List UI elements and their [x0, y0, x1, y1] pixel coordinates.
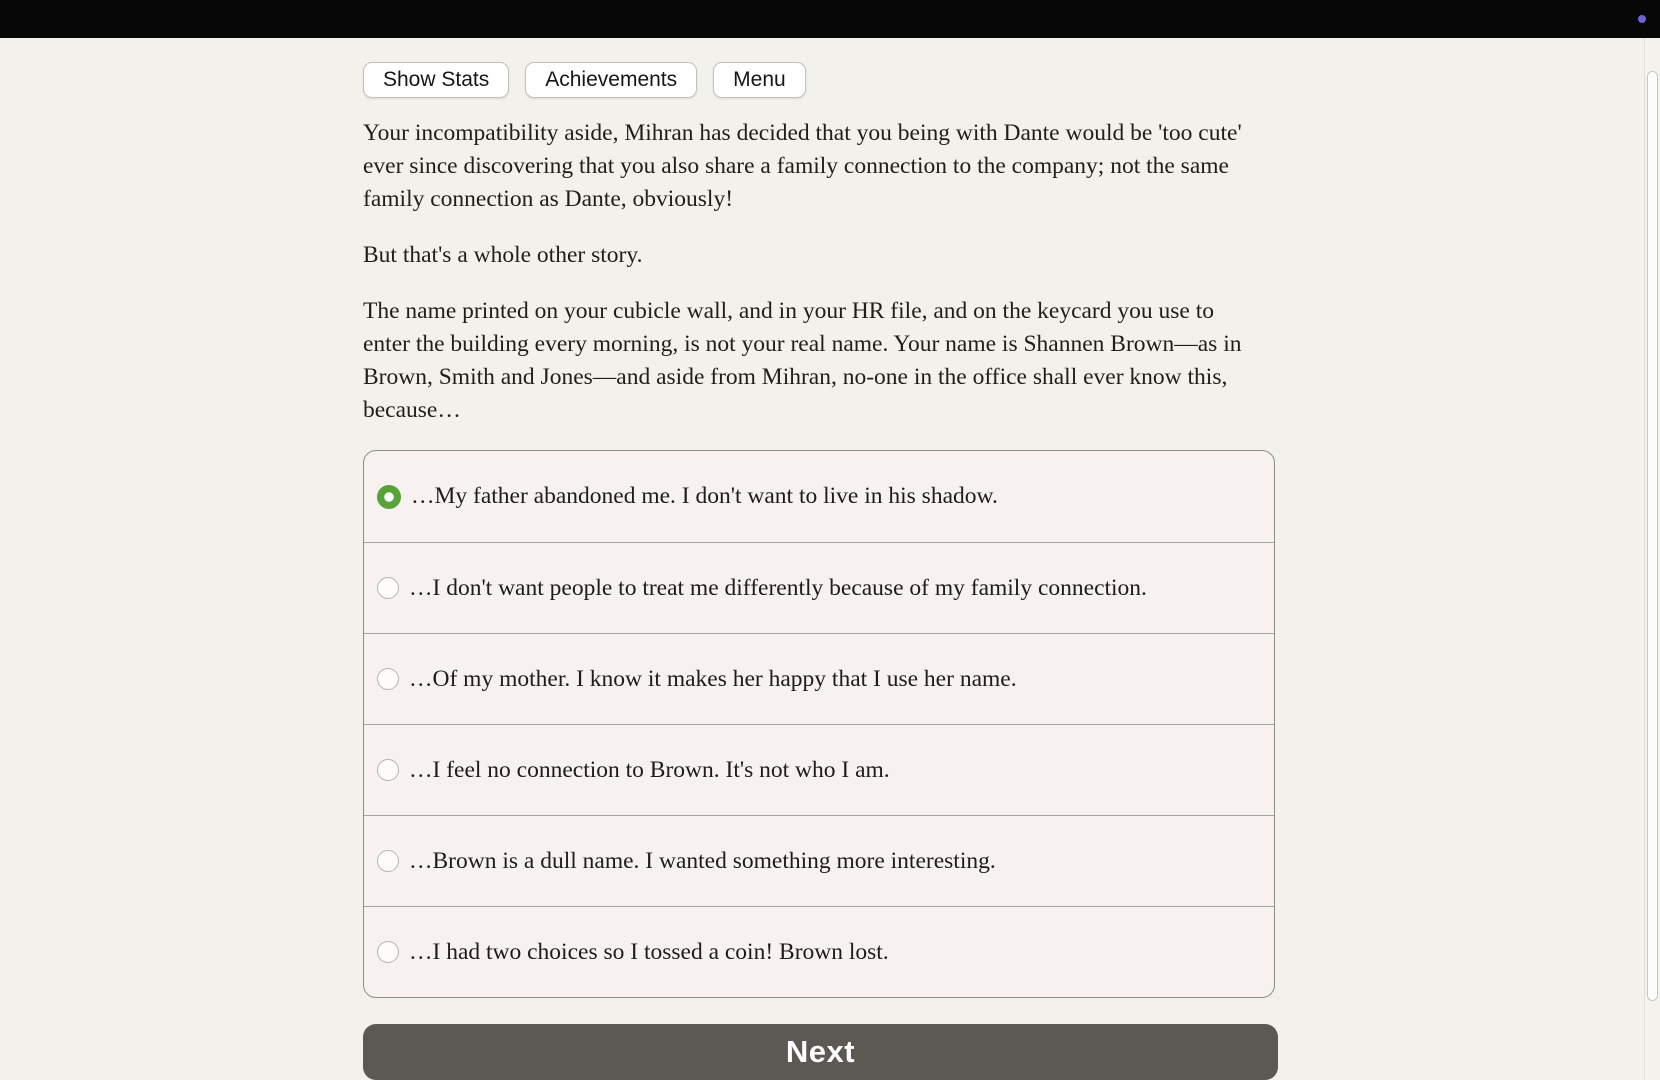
story-page	[363, 38, 1278, 1080]
menu-button[interactable]: Menu	[713, 62, 806, 98]
radio-button[interactable]	[377, 941, 399, 963]
story-text	[363, 117, 1245, 427]
choice-label: …I don't want people to treat me differently because of my family connection.	[409, 574, 1147, 601]
choice-option[interactable]	[364, 906, 1274, 997]
radio-button[interactable]	[377, 485, 401, 509]
radio-button[interactable]	[377, 668, 399, 690]
radio-button[interactable]	[377, 759, 399, 781]
story-paragraph: The name printed on your cubicle wall, and in your HR file, and on the keycard you use to enter the building every morning, is not your real name. Your name is Shannen Brown—as in Brown, Smith and Jones—and aside from Mihran, no-one in the office shall ever know this, because…	[363, 298, 1242, 423]
game-toolbar	[363, 62, 1278, 98]
status-dot-icon	[1638, 15, 1646, 23]
choice-option[interactable]	[364, 724, 1274, 815]
show-stats-button[interactable]: Show Stats	[363, 62, 509, 98]
choice-option[interactable]	[364, 451, 1274, 542]
choice-option[interactable]	[364, 815, 1274, 906]
story-paragraph: Your incompatibility aside, Mihran has decided that you being with Dante would be 'too cute' ever since discovering that you also share a family connection to the company; not the same family connection as Dante, obviously!	[363, 120, 1242, 212]
choice-label: …I feel no connection to Brown. It's not who I am.	[409, 756, 890, 783]
radio-button[interactable]	[377, 577, 399, 599]
story-paragraph: But that's a whole other story.	[363, 242, 643, 268]
choice-list	[363, 450, 1275, 998]
scrollbar-thumb[interactable]	[1647, 71, 1658, 1001]
choice-label: …Brown is a dull name. I wanted something more interesting.	[409, 847, 996, 874]
choice-option[interactable]	[364, 633, 1274, 724]
choice-label: …I had two choices so I tossed a coin! Brown lost.	[409, 938, 889, 965]
next-button[interactable]: Next	[363, 1024, 1278, 1080]
choice-option[interactable]	[364, 542, 1274, 633]
scrollbar[interactable]	[1644, 38, 1660, 1080]
radio-button[interactable]	[377, 850, 399, 872]
choice-label: …Of my mother. I know it makes her happy that I use her name.	[409, 665, 1017, 692]
achievements-button[interactable]: Achievements	[525, 62, 697, 98]
choice-label: …My father abandoned me. I don't want to live in his shadow.	[411, 483, 998, 509]
title-bar	[0, 0, 1660, 38]
